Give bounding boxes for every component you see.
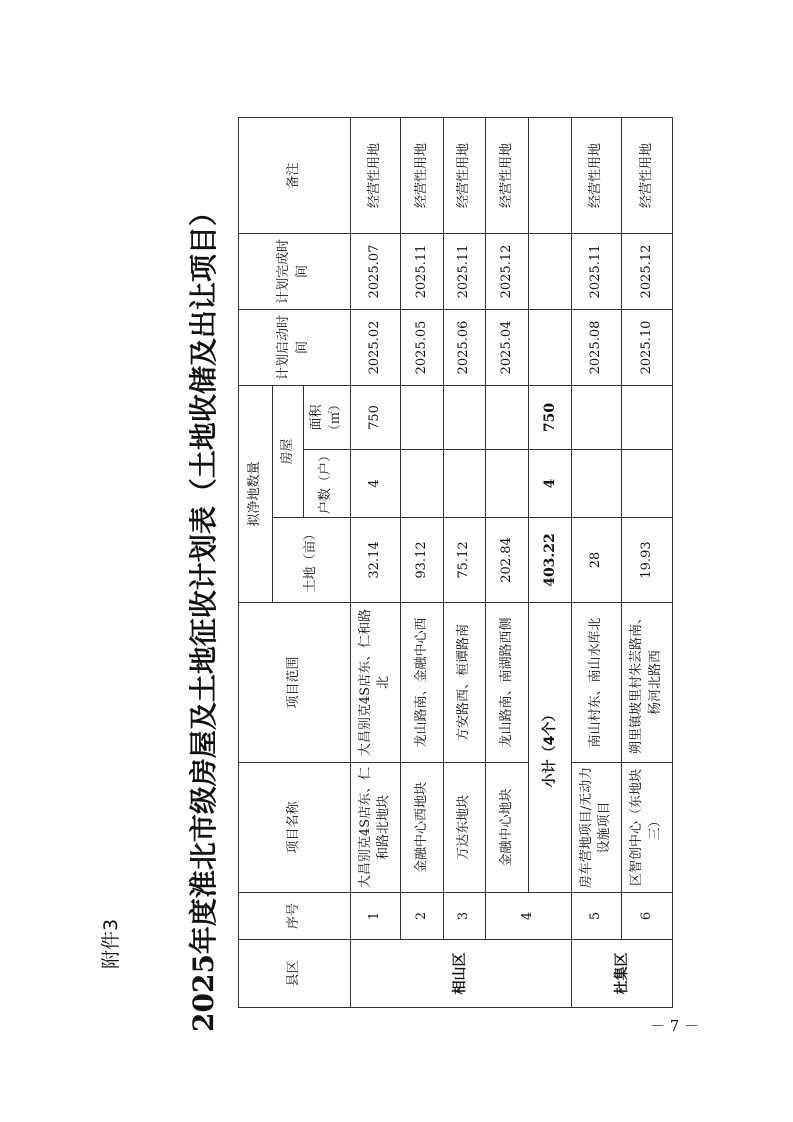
header-scope: 项目范围 (239, 603, 351, 763)
subtotal-land: 403.22 (528, 518, 571, 603)
scope-cell: 龙山路南、南湖路西侧 (486, 603, 529, 763)
start-cell: 2025.04 (486, 309, 529, 385)
name-cell: 金融中心地块 (486, 763, 529, 893)
plan-table (238, 117, 673, 1008)
seq-cell: 2 (401, 893, 444, 940)
remark-cell: 经营性用地 (622, 117, 673, 233)
name-cell: 区智创中心（东地块三） (622, 763, 673, 893)
scope-cell: 大昌别克4S店东、仁和路北 (350, 603, 401, 763)
land-cell: 202.84 (486, 518, 529, 603)
table-row (486, 117, 529, 1007)
header-county: 县区 (239, 940, 351, 1008)
attachment-label: 附件3 (100, 918, 122, 969)
remark-cell: 经营性用地 (401, 117, 444, 233)
header-name: 项目名称 (239, 763, 351, 893)
remark-cell: 经营性用地 (443, 117, 486, 233)
area-cell: 750 (350, 385, 401, 449)
households-cell (401, 450, 444, 518)
header-finish: 计划完成时间 (239, 233, 351, 309)
header-households: 户数（户） (303, 450, 350, 518)
subtotal-label: 小计（4个） (528, 603, 571, 893)
seq-cell: 3 (443, 893, 486, 940)
header-land: 土地（亩） (273, 518, 350, 603)
page-title: 2025年度淮北市级房屋及土地征收计划表（土地收储及出让项目） (187, 198, 220, 1032)
households-cell (486, 450, 529, 518)
land-cell: 93.12 (401, 518, 444, 603)
remark-cell: 经营性用地 (486, 117, 529, 233)
remark-cell: 经营性用地 (350, 117, 401, 233)
district-cell: 相山区 (350, 940, 571, 1008)
households-cell (571, 450, 622, 518)
area-cell (486, 385, 529, 449)
seq-cell: 1 (350, 893, 401, 940)
land-cell: 19.93 (622, 518, 673, 603)
scope-cell: 方安路西、桓谭路南 (443, 603, 486, 763)
land-cell: 75.12 (443, 518, 486, 603)
header-net-qty: 拟净地数量 (239, 385, 273, 602)
seq-cell: 5 (571, 893, 622, 940)
subtotal-households: 4 (528, 450, 571, 518)
finish-cell: 2025.11 (401, 233, 444, 309)
seq-cell: 6 (622, 893, 673, 940)
area-cell (622, 385, 673, 449)
start-cell: 2025.10 (622, 309, 673, 385)
page-number: － 7 － (650, 1017, 700, 1035)
subtotal-area: 750 (528, 385, 571, 449)
scope-cell: 龙山路南、金融中心西 (401, 603, 444, 763)
header-start: 计划启动时间 (239, 309, 351, 385)
table-row (571, 117, 622, 1007)
start-cell: 2025.06 (443, 309, 486, 385)
name-cell: 万达东地块 (443, 763, 486, 893)
households-cell: 4 (350, 450, 401, 518)
scope-cell: 朔里镇坡里村朱芸路南、杨河北路西 (622, 603, 673, 763)
table-row (350, 117, 401, 1007)
table-row (622, 117, 673, 1007)
seq-cell: 4 (486, 893, 571, 940)
header-remark: 备注 (239, 117, 351, 233)
households-cell (443, 450, 486, 518)
land-cell: 28 (571, 518, 622, 603)
households-cell (622, 450, 673, 518)
area-cell (571, 385, 622, 449)
area-cell (443, 385, 486, 449)
name-cell: 金融中心西地块 (401, 763, 444, 893)
finish-cell: 2025.07 (350, 233, 401, 309)
subtotal-remark (528, 117, 571, 233)
table-row (443, 117, 486, 1007)
table-row (401, 117, 444, 1007)
subtotal-row (528, 117, 571, 1007)
name-cell: 房车营地项目/无动力设施项目 (571, 763, 622, 893)
remark-cell: 经营性用地 (571, 117, 622, 233)
header-house: 房屋 (273, 385, 303, 517)
subtotal-finish (528, 233, 571, 309)
subtotal-start (528, 309, 571, 385)
finish-cell: 2025.12 (486, 233, 529, 309)
land-cell: 32.14 (350, 518, 401, 603)
header-area: 面积（㎡） (303, 385, 350, 449)
area-cell (401, 385, 444, 449)
name-cell: 大昌别克4S店东、仁和路北地块 (350, 763, 401, 893)
start-cell: 2025.08 (571, 309, 622, 385)
header-seq: 序号 (239, 893, 351, 940)
finish-cell: 2025.11 (443, 233, 486, 309)
scope-cell: 南山村东、南山水库北 (571, 603, 622, 763)
district-cell: 杜集区 (571, 940, 672, 1008)
finish-cell: 2025.12 (622, 233, 673, 309)
start-cell: 2025.05 (401, 309, 444, 385)
start-cell: 2025.02 (350, 309, 401, 385)
finish-cell: 2025.11 (571, 233, 622, 309)
